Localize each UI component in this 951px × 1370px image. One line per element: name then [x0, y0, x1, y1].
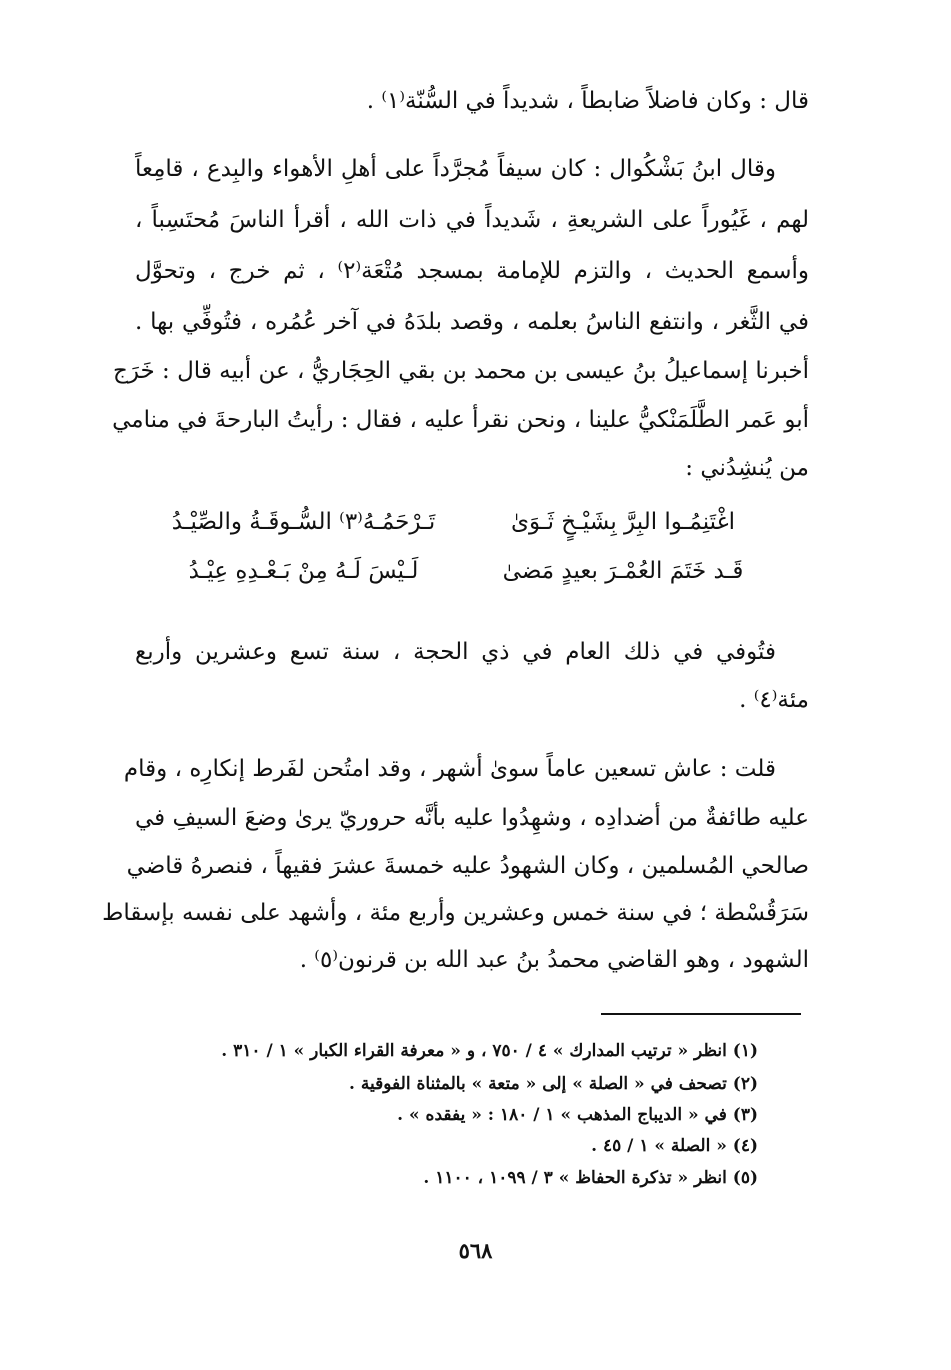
- text-line: قلت : عاش تسعين عاماً سوىٰ أشهر ، وقد امتُحن لفَرط إنكارِه ، وقام: [123, 756, 776, 782]
- text-line: عليه طائفةٌ من أضدادِه ، وشهِدُوا عليه بأنَّه حروريّ يرىٰ وضعَ السيفِ في: [135, 805, 809, 831]
- text-line: وأسمع الحديث ، والتزم للإمامة بمسجد مُتْعَة⁽٢⁾ ، ثم خرج ، وتحوَّل: [135, 258, 809, 284]
- text-line: سَرَقُسْطة ؛ في سنة خمس وعشرين وأربع مئة ، وأشهد على نفسه بإسقاط: [102, 900, 809, 926]
- footnote: (٣) في « الديباج المذهب » ١ / ١٨٠ : « يفقده » .: [397, 1105, 758, 1125]
- text-line: صالحي المُسلمين ، وكان الشهودُ عليه خمسةَ عشرَ فقيهاً ، فنصرهُ قاضي: [126, 853, 809, 879]
- footnote: (١) انظر « ترتيب المدارك » ٤ / ٧٥٠ ، و « معرفة القراء الكبار » ١ / ٣١٠ .: [221, 1041, 758, 1061]
- text-line: مئة⁽٤⁾ .: [739, 687, 809, 713]
- text-line: أبو عَمر الطَّلَمَنْكيُّ علينا ، ونحن نقرأ عليه ، فقال : رأيتُ البارحةَ في منامي: [112, 407, 809, 433]
- page-number: ٥٦٨: [458, 1238, 493, 1263]
- text-line: لهم ، غَيُوراً على الشريعةِ ، شَديداً في ذات الله ، أقرأ الناسَ مُحتَسِباً ،: [135, 207, 809, 233]
- text-line: فتُوفي في ذلك العام في ذي الحجة ، سنة تسع وعشرين وأربع: [135, 639, 776, 665]
- footnote-separator: [601, 1013, 801, 1015]
- verse-second-hemistich: تَـرْحَمُـهُ⁽٣⁾ السُّـوقَـةُ والصِّيْـدُ: [171, 509, 436, 535]
- text-line: في الثَّغر ، وانتفع الناسُ بعلمه ، وقصد بلدَهُ في آخر عُمُره ، فتُوفِّي بها .: [135, 309, 809, 335]
- footnote: (٢) تصحف في « الصلة » إلى « متعة » بالمثناة الفوقية .: [349, 1074, 758, 1094]
- footnote: (٤) « الصلة » ١ / ٤٥ .: [591, 1136, 758, 1156]
- text-line: الشهود ، وهو القاضي محمدُ بنُ عبد الله بن قرنون⁽٥⁾ .: [299, 947, 809, 973]
- verse-first-hemistich: قَـد خَتَمَ العُمْـرَ بعيدٍ مَضىٰ: [502, 558, 744, 584]
- text-line: وقال ابنُ بَشْكُوال : كان سيفاً مُجرَّداً على أهلِ الأهواء والبِدع ، قامِعاً: [135, 156, 776, 182]
- text-line: من يُنشِدُني :: [685, 455, 809, 481]
- verse-first-hemistich: اغْتَنِمُـوا البِرَّ بِشَيْـخٍ ثَـوَىٰ: [510, 509, 736, 535]
- text-line: أخبرنا إسماعيلُ بنُ عيسى بن محمد بن بقي الحِجَاريُّ ، عن أبيه قال : خَرَج: [112, 358, 809, 384]
- footnote: (٥) انظر « تذكرة الحفاظ » ٣ / ١٠٩٩ ، ١١٠٠ .: [423, 1168, 758, 1188]
- verse-second-hemistich: لَـيْسَ لَـهُ مِنْ بَـعْـدِهِ عِيْـدُ: [188, 558, 419, 584]
- text-line: قال : وكان فاضلاً ضابطاً ، شديداً في السُّنّة⁽١⁾ .: [366, 88, 809, 114]
